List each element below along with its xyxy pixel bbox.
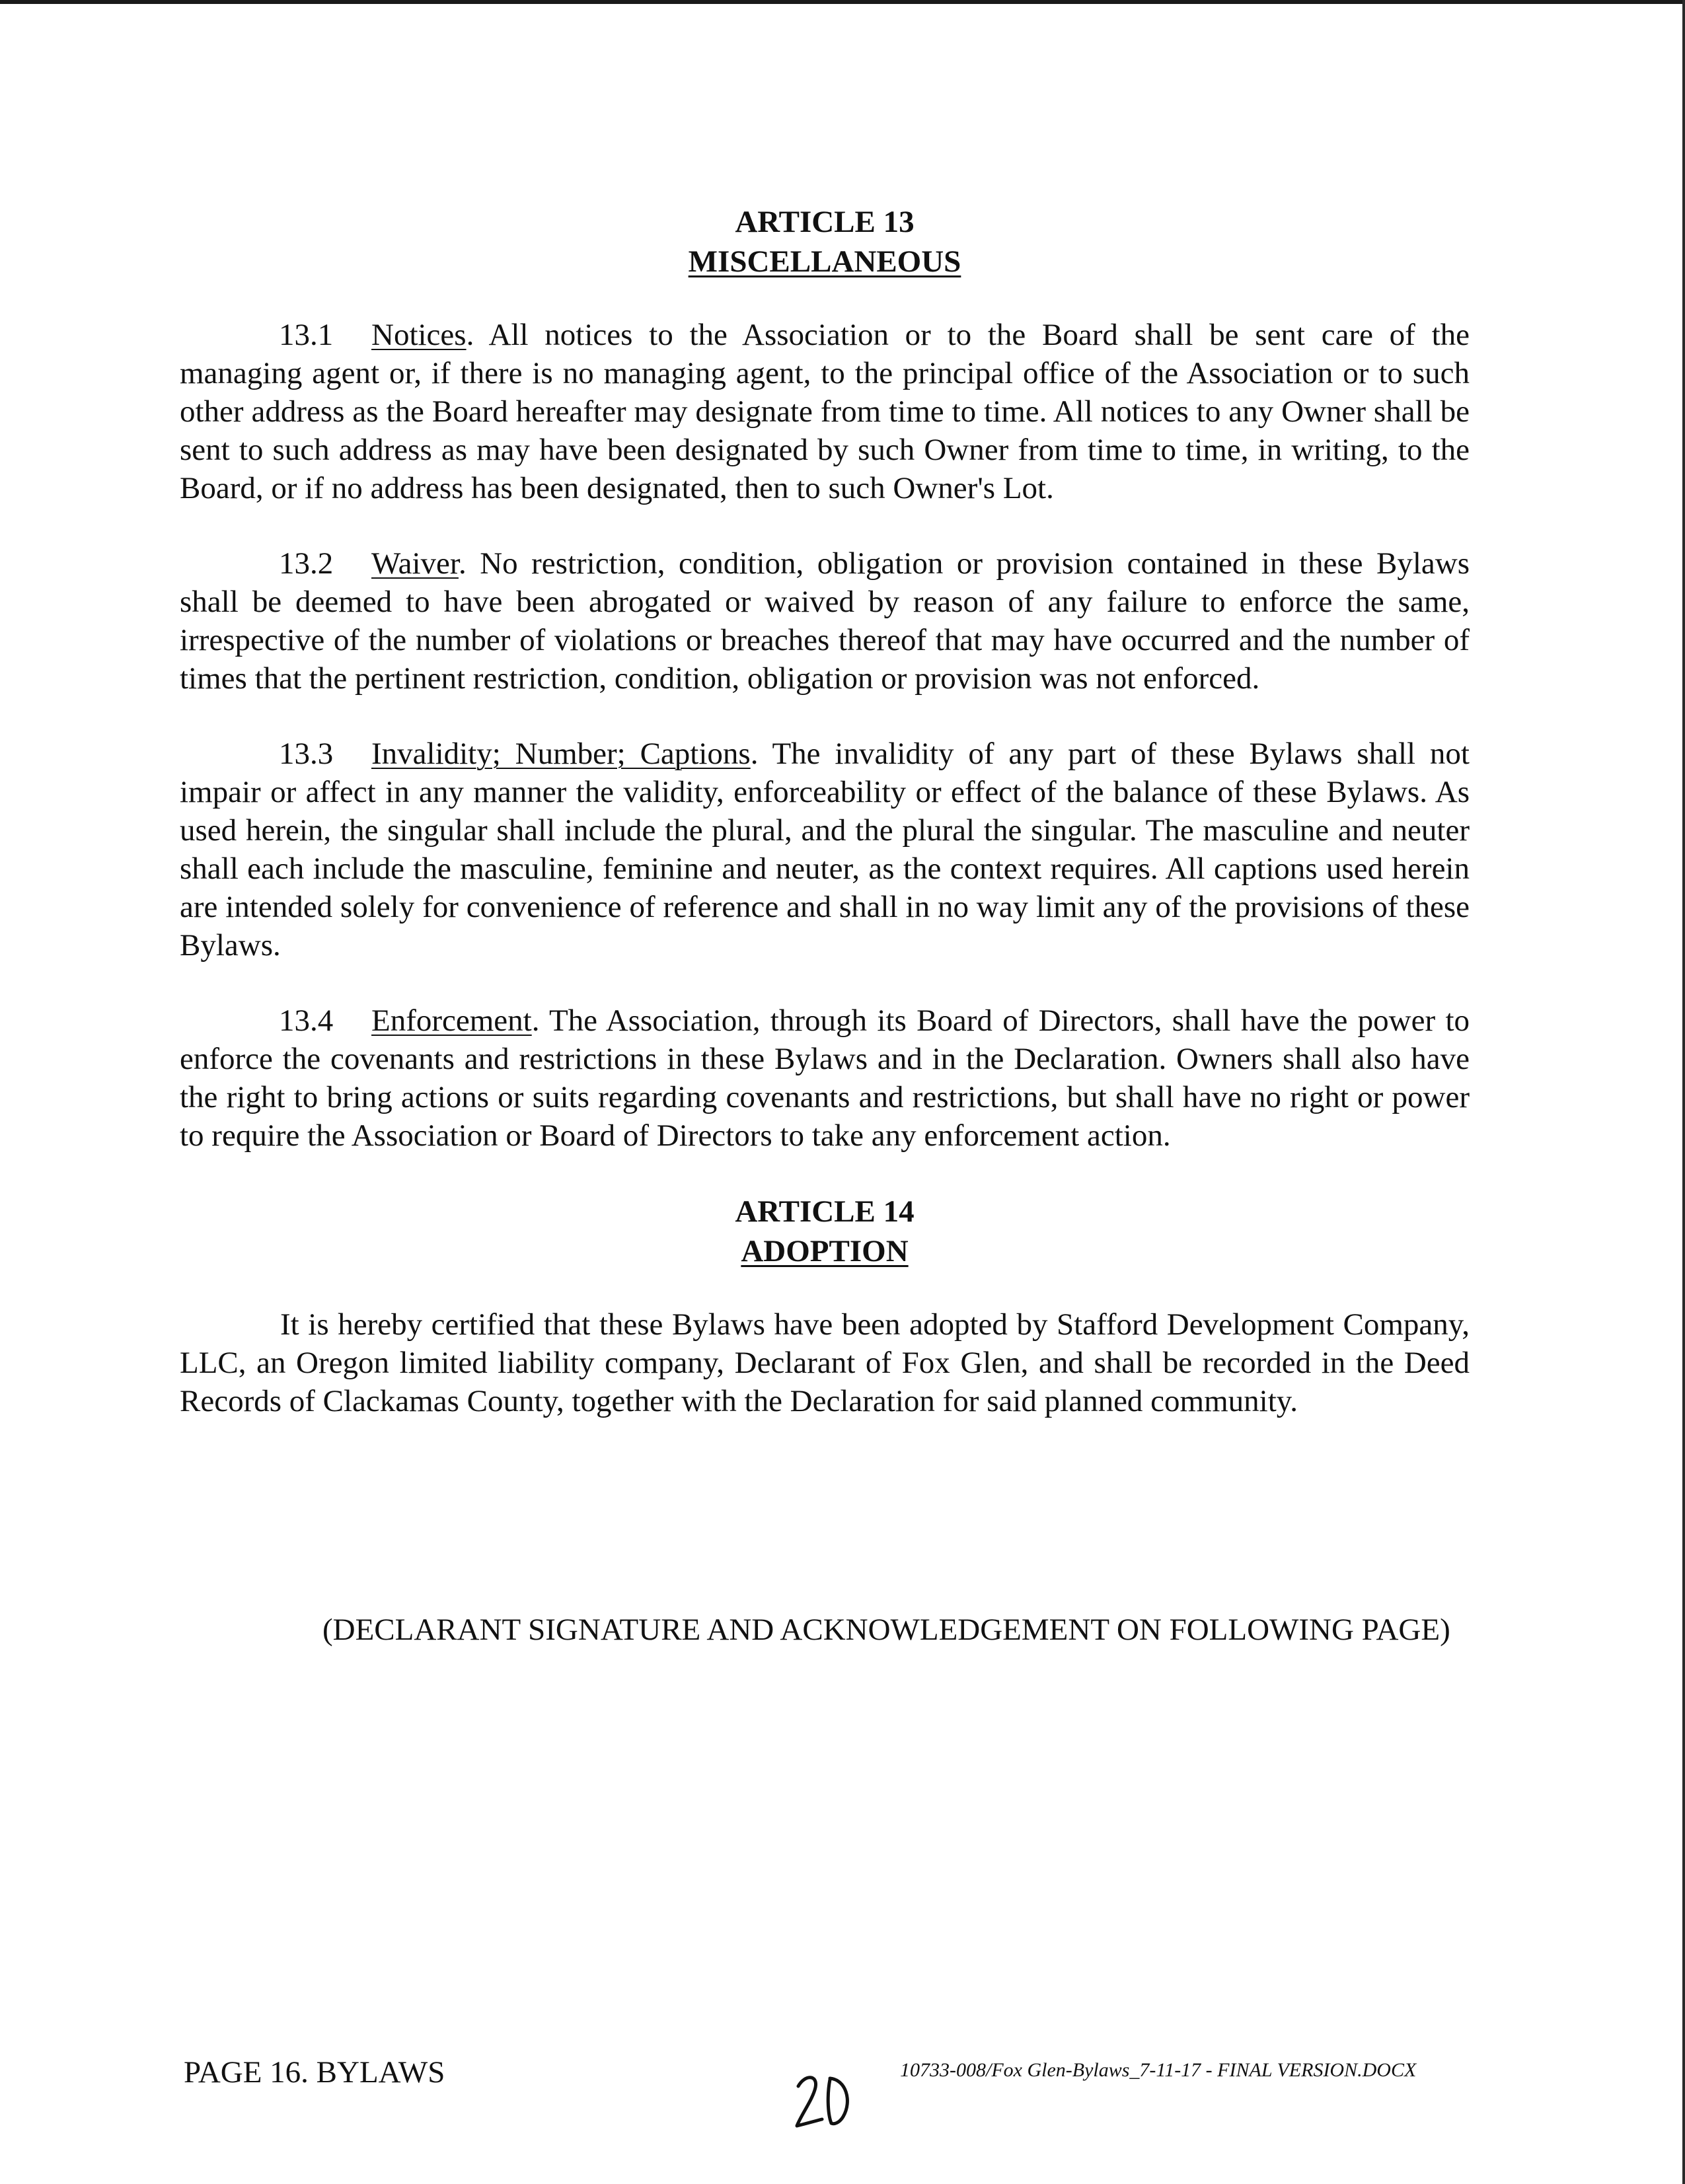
- signature-notice: (DECLARANT SIGNATURE AND ACKNOWLEDGEMENT ON FOLLOWING PAGE): [322, 1613, 1450, 1647]
- section-13-3: [180, 735, 1470, 965]
- section-13-1: [180, 316, 1470, 507]
- article-13-heading: [180, 202, 1470, 281]
- section-13-2: [180, 544, 1470, 698]
- footer-page-label: PAGE 16. BYLAWS: [184, 2055, 445, 2090]
- document-page: [180, 202, 1470, 1420]
- article-14-subtitle: [180, 1231, 1470, 1271]
- section-number: 13.3: [279, 737, 334, 771]
- scan-top-border: [0, 0, 1685, 4]
- section-text: . All notices to the Association or to the Board shall be sent care of the managing agent or, if there is no managing agent, to the principal office of the Association or to such other address as the Board hereafter may designate from time to time. All notices to any Owner shall be sent to such address as may have been designated by such Owner from time to time, in writing, to the Board, or if no address has been designated, then to such Owner's Lot.: [180, 318, 1470, 505]
- article-14-title: ARTICLE 14: [735, 1194, 915, 1229]
- footer-file-reference: 10733-008/Fox Glen-Bylaws_7-11-17 - FINAL VERSION.DOCX: [900, 2059, 1417, 2081]
- handwritten-page-number: [793, 2060, 852, 2132]
- section-text: . The invalidity of any part of these Bylaws shall not impair or affect in any manner the validity, enforceability or effect of the balance of these Bylaws. As used herein, the singular shall include the plural, and the plural the singular. The masculine and neuter shall each include the masculine, feminine and neuter, as the context requires. All captions used herein are intended solely for convenience of reference and shall in no way limit any of the provisions of these Bylaws.: [180, 737, 1470, 963]
- section-caption: Invalidity; Number; Captions: [371, 737, 751, 771]
- section-number: 13.2: [279, 546, 334, 581]
- scan-right-border: [1682, 0, 1685, 2184]
- article-13-subtitle-text: MISCELLANEOUS: [688, 244, 961, 279]
- article-13-title: ARTICLE 13: [735, 205, 915, 239]
- section-text: . The Association, through its Board of Directors, shall have the power to enforce the covenants and restrictions in these Bylaws and in the Declaration. Owners shall also have the right to bring actions or suits regarding covenants and restrictions, but shall have no right or power to require the Association or Board of Directors to take any enforcement action.: [180, 1003, 1470, 1153]
- adoption-paragraph: It is hereby certified that these Bylaws have been adopted by Stafford Development Company, LLC, an Oregon limited liability company, Declarant of Fox Glen, and shall be recorded in the Deed Records of Clackamas County, together with the Declaration for said planned community.: [180, 1307, 1470, 1418]
- section-caption: Enforcement: [371, 1003, 532, 1038]
- section-13-4: [180, 1001, 1470, 1155]
- article-14-subtitle-text: ADOPTION: [741, 1234, 909, 1268]
- section-text: . No restriction, condition, obligation or provision contained in these Bylaws shall be deemed to have been abrogated or waived by reason of any failure to enforce the same, irrespective of the number of violations or breaches thereof that may have occurred and the number of times that the pertinent restriction, condition, obligation or provision was not enforced.: [180, 546, 1470, 696]
- section-number: 13.1: [279, 318, 334, 352]
- section-number: 13.4: [279, 1003, 334, 1038]
- article-14-heading: [180, 1192, 1470, 1271]
- handwritten-20-drawing: [793, 2060, 852, 2132]
- section-caption: Waiver: [371, 546, 459, 581]
- section-caption: Notices: [371, 318, 467, 352]
- article-13-subtitle: [180, 242, 1470, 281]
